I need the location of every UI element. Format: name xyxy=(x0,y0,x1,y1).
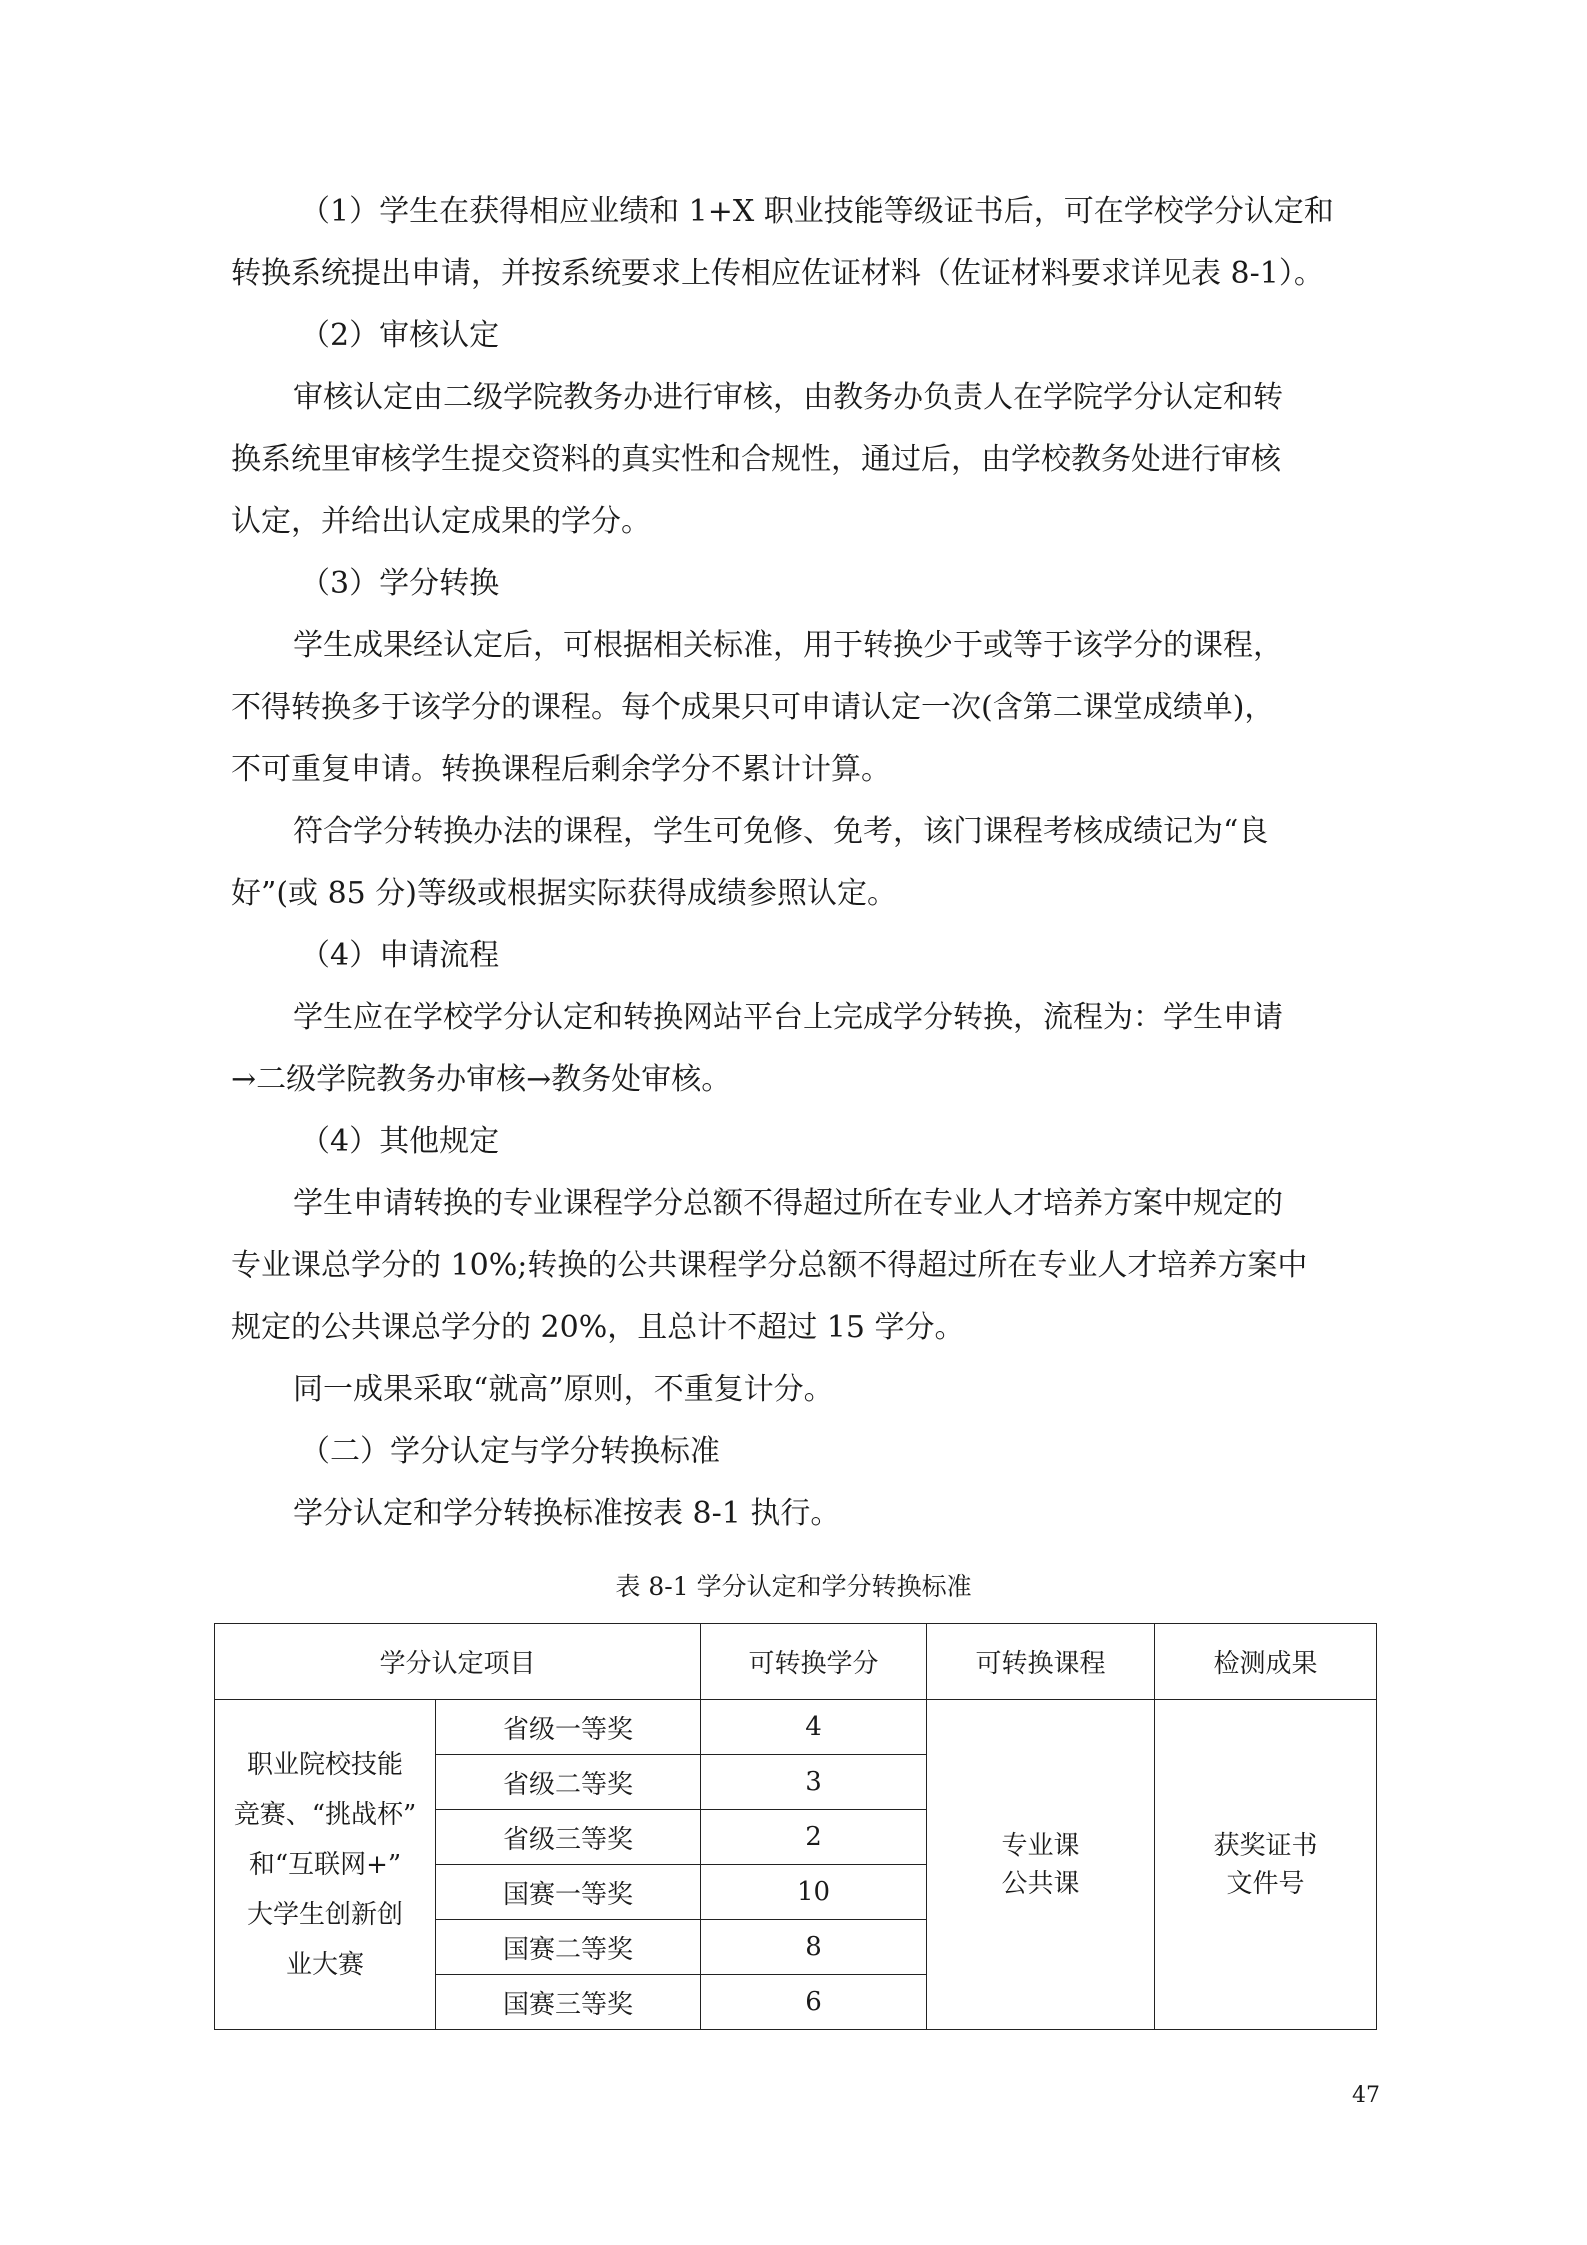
paragraph-line: 专业课总学分的 10%;转换的公共课程学分总额不得超过所在专业人才培养方案中 xyxy=(231,1248,1308,1283)
credit-cell: 2 xyxy=(701,1810,927,1865)
paragraph-line: 同一成果采取“就高”原则，不重复计分。 xyxy=(293,1372,834,1407)
credit-cell: 4 xyxy=(701,1700,927,1755)
award-cell: 省级三等奖 xyxy=(436,1810,701,1865)
section-heading: （4）申请流程 xyxy=(300,938,500,973)
paragraph-line: 好”(或 85 分)等级或根据实际获得成绩参照认定。 xyxy=(231,876,897,911)
paragraph-line: 换系统里审核学生提交资料的真实性和合规性，通过后，由学校教务处进行审核 xyxy=(231,442,1281,477)
paragraph-line: 不可重复申请。转换课程后剩余学分不累计计算。 xyxy=(231,752,891,787)
category-line: 和“互联网+” xyxy=(248,1849,402,1880)
credit-cell: 6 xyxy=(701,1975,927,2030)
category-line: 职业院校技能 xyxy=(246,1749,403,1780)
category-line: 大学生创新创 xyxy=(246,1899,403,1930)
section-heading: （2）审核认定 xyxy=(300,318,500,353)
paragraph-line: 规定的公共课总学分的 20%，且总计不超过 15 学分。 xyxy=(231,1310,965,1345)
evidence-cell xyxy=(1155,1700,1377,2030)
award-cell: 国赛一等奖 xyxy=(436,1865,701,1920)
paragraph-line: 学生成果经认定后，可根据相关标准，用于转换少于或等于该学分的课程， xyxy=(293,628,1283,663)
paragraph-line: 不得转换多于该学分的课程。每个成果只可申请认定一次(含第二课堂成绩单)， xyxy=(231,690,1275,725)
page-number: 47 xyxy=(1352,2083,1380,2108)
header-evidence: 检测成果 xyxy=(1155,1624,1377,1700)
paragraph-line: 转换系统提出申请，并按系统要求上传相应佐证材料（佐证材料要求详见表 8-1）。 xyxy=(231,256,1324,291)
course-line: 公共课 xyxy=(1001,1868,1080,1899)
header-course: 可转换课程 xyxy=(927,1624,1155,1700)
paragraph-line: 学生申请转换的专业课程学分总额不得超过所在专业人才培养方案中规定的 xyxy=(293,1186,1283,1221)
award-cell: 省级一等奖 xyxy=(436,1700,701,1755)
paragraph-line: 认定，并给出认定成果的学分。 xyxy=(231,504,651,539)
paragraph-line: 审核认定由二级学院教务办进行审核，由教务办负责人在学院学分认定和转 xyxy=(293,380,1283,415)
table-caption: 表 8-1 学分认定和学分转换标准 xyxy=(615,1572,972,1601)
section-heading: （3）学分转换 xyxy=(300,566,500,601)
paragraph-line: （1）学生在获得相应业绩和 1+X 职业技能等级证书后，可在学校学分认定和 xyxy=(300,194,1334,229)
credit-cell: 8 xyxy=(701,1920,927,1975)
paragraph-line: 符合学分转换办法的课程，学生可免修、免考，该门课程考核成绩记为“良 xyxy=(293,814,1269,849)
header-credit: 可转换学分 xyxy=(701,1624,927,1700)
course-line: 专业课 xyxy=(1001,1830,1080,1861)
courses-cell xyxy=(927,1700,1155,2030)
paragraph-line: 学生应在学校学分认定和转换网站平台上完成学分转换，流程为：学生申请 xyxy=(293,1000,1283,1035)
section-heading: （4）其他规定 xyxy=(300,1124,500,1159)
table-row xyxy=(215,1700,1377,1755)
paragraph-line: →二级学院教务办审核→教务处审核。 xyxy=(231,1062,732,1097)
credit-cell: 10 xyxy=(701,1865,927,1920)
evidence-line: 获奖证书 xyxy=(1213,1830,1318,1861)
category-line: 竞赛、“挑战杯” xyxy=(233,1799,417,1830)
award-cell: 国赛三等奖 xyxy=(436,1975,701,2030)
evidence-line: 文件号 xyxy=(1226,1868,1305,1899)
award-cell: 国赛二等奖 xyxy=(436,1920,701,1975)
credit-cell: 3 xyxy=(701,1755,927,1810)
credit-conversion-table xyxy=(214,1623,1377,2030)
paragraph-line: 学分认定和学分转换标准按表 8-1 执行。 xyxy=(293,1496,841,1531)
category-cell xyxy=(215,1700,436,2030)
header-item: 学分认定项目 xyxy=(215,1624,701,1700)
award-cell: 省级二等奖 xyxy=(436,1755,701,1810)
table-header-row xyxy=(215,1624,1377,1700)
category-line: 业大赛 xyxy=(285,1949,364,1980)
section-heading: （二）学分认定与学分转换标准 xyxy=(300,1434,720,1469)
